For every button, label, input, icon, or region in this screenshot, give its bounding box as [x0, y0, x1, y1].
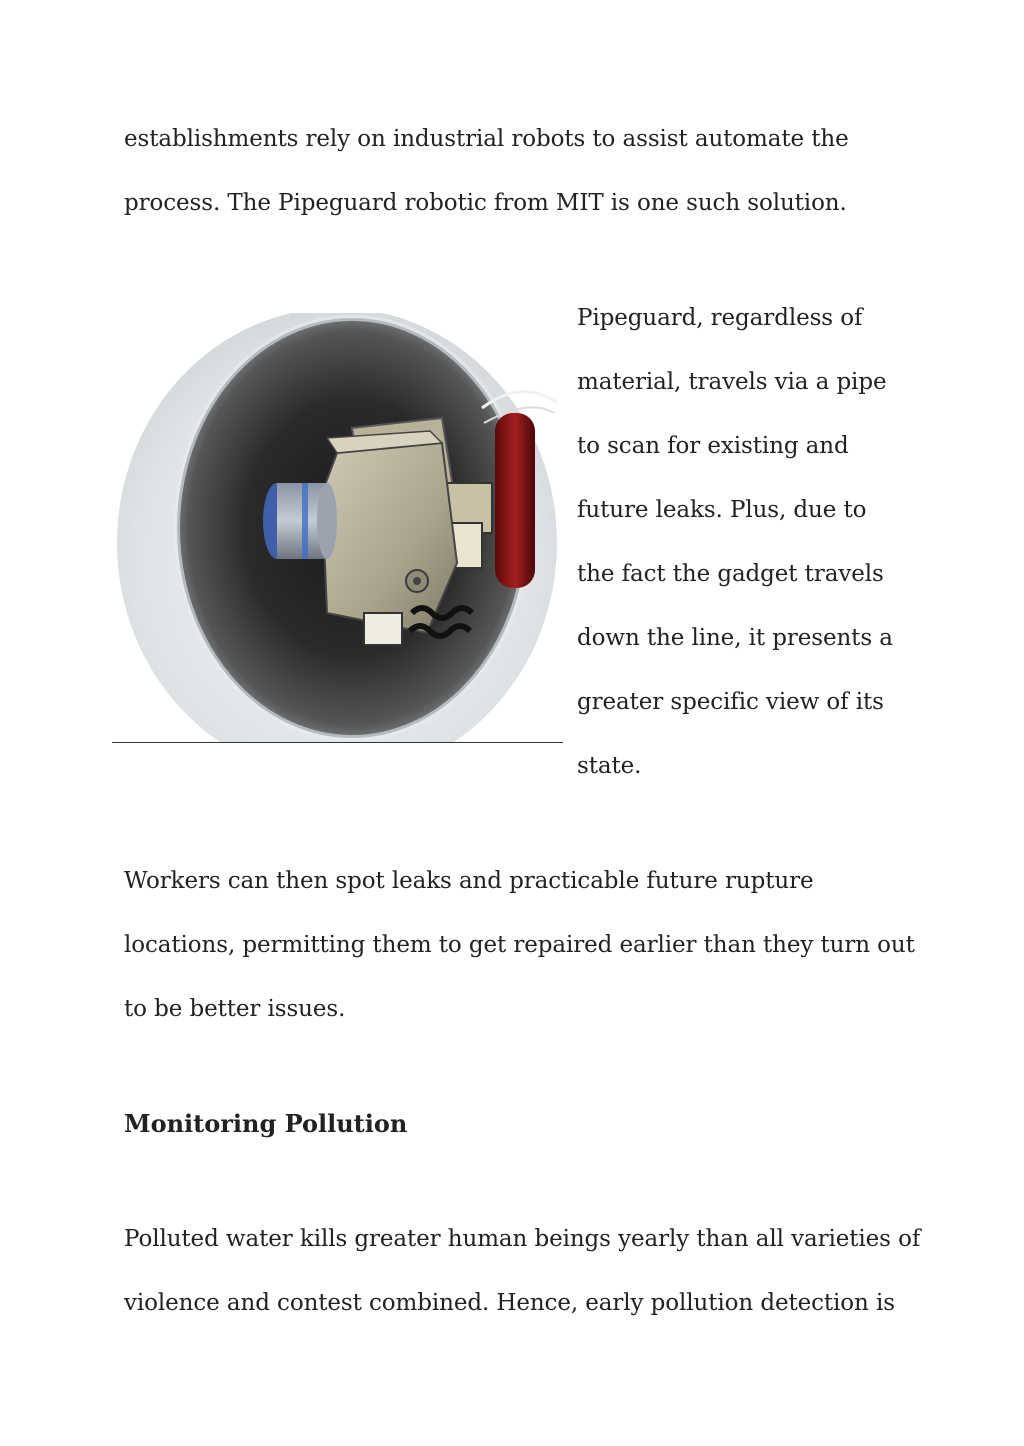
section-heading: Monitoring Pollution — [124, 1109, 408, 1138]
pipe-robot-illustration — [112, 313, 563, 743]
pollution-line-2: violence and contest combined. Hence, early pollution detection is — [124, 1290, 895, 1316]
side-text-line-1: Pipeguard, regardless of — [577, 305, 863, 331]
side-text-line-3: to scan for existing and — [577, 433, 849, 459]
workers-line-1: Workers can then spot leaks and practicable future rupture — [124, 868, 814, 894]
side-text-line-2: material, travels via a pipe — [577, 369, 887, 395]
side-text-line-6: down the line, it presents a — [577, 625, 893, 651]
workers-line-3: to be better issues. — [124, 996, 346, 1022]
figure-bottom-rule — [112, 742, 563, 743]
side-text-line-5: the fact the gadget travels — [577, 561, 884, 587]
side-text-line-7: greater specific view of its — [577, 689, 884, 715]
pipe-robot-photo — [112, 313, 563, 743]
side-text-line-8: state. — [577, 753, 642, 779]
side-text-line-4: future leaks. Plus, due to — [577, 497, 867, 523]
intro-line-2: process. The Pipeguard robotic from MIT is one such solution. — [124, 190, 847, 216]
pollution-line-1: Polluted water kills greater human beings yearly than all varieties of — [124, 1226, 921, 1252]
workers-line-2: locations, permitting them to get repaired earlier than they turn out — [124, 932, 915, 958]
intro-line-1: establishments rely on industrial robots to assist automate the — [124, 126, 849, 152]
